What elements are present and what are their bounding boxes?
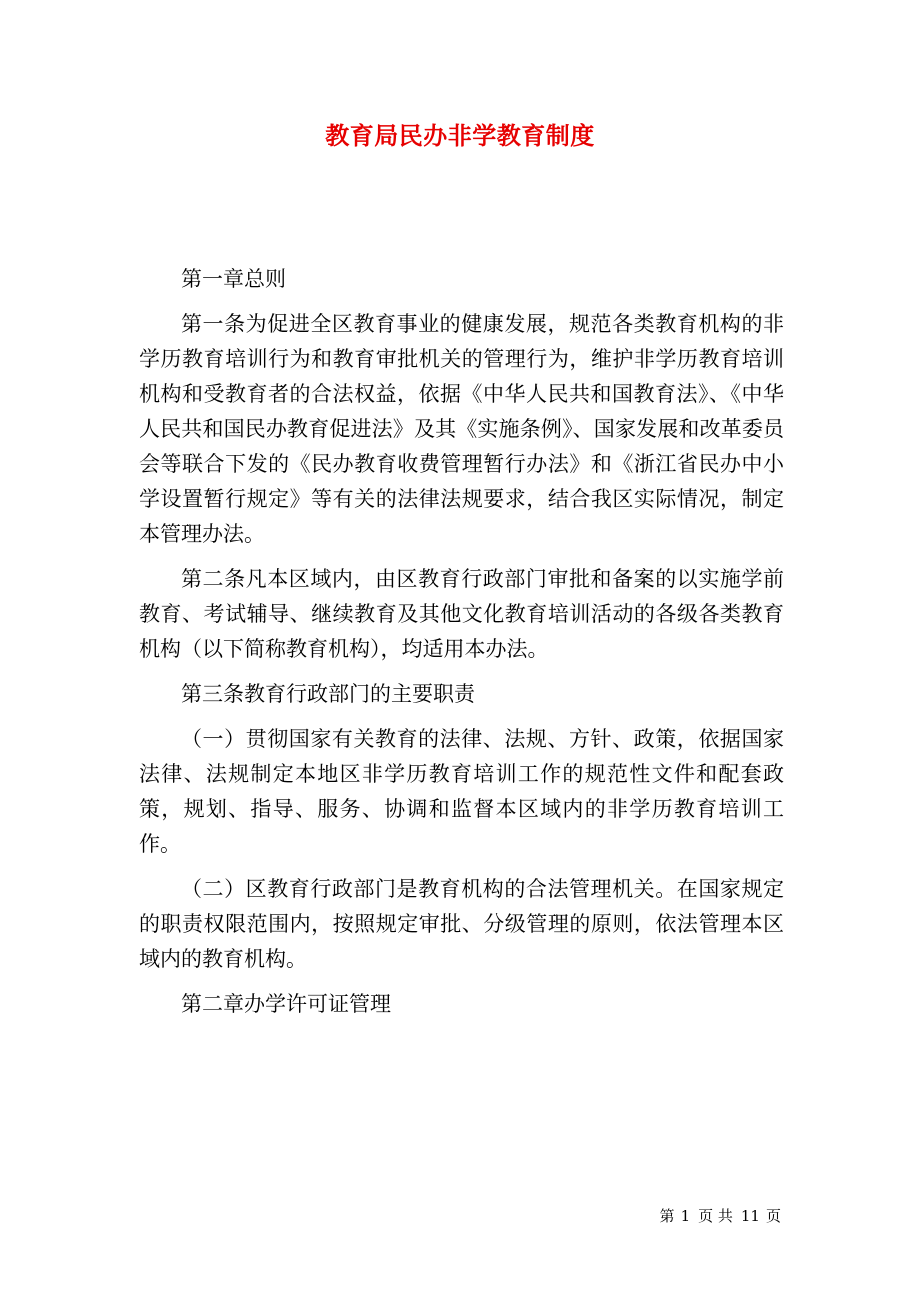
footer-prefix: 第: [659, 1207, 675, 1225]
article-3-item-2: （二）区教育行政部门是教育机构的合法管理机关。在国家规定的职责权限范围内，按照规定审批、分级管理的原则，依法管理本区域内的教育机构。: [139, 877, 784, 971]
footer-total-pages: 11: [740, 1207, 760, 1225]
document-title: 教育局民办非学教育制度: [325, 121, 595, 150]
article-3-heading: 第三条教育行政部门的主要职责: [181, 682, 475, 706]
chapter-heading-1: 第一章总则: [181, 267, 286, 291]
article-2-paragraph: 第二条凡本区域内，由区教育行政部门审批和备案的以实施学前教育、考试辅导、继续教育及其他文化教育培训活动的各级各类教育机构（以下简称教育机构），均适用本办法。: [139, 567, 784, 661]
footer-suffix: 页: [765, 1207, 781, 1225]
page-footer: [0, 1206, 781, 1226]
document-body: [139, 262, 784, 1022]
article-3-item-1: （一）贯彻国家有关教育的法律、法规、方针、政策，依据国家法律、法规制定本地区非学历教育培训工作的规范性文件和配套政策，规划、指导、服务、协调和监督本区域内的非学历教育培训工作。: [139, 727, 784, 856]
article-1-paragraph: 第一条为促进全区教育事业的健康发展，规范各类教育机构的非学历教育培训行为和教育审批机关的管理行为，维护非学历教育培训机构和受教育者的合法权益，依据《中华人民共和国教育法》、《中华人民共和国民办教育促进法》及其《实施条例》、国家发展和改革委员会等联合下发的《民办教育收费管理暂行办法》和《浙江省民办中小学设置暂行规定》等有关的法律法规要求，结合我区实际情况，制定本管理办法。: [139, 312, 784, 546]
chapter-heading-2: 第二章办学许可证管理: [181, 992, 391, 1016]
footer-page-number: 1: [680, 1207, 691, 1225]
footer-middle: 页 共: [698, 1207, 733, 1225]
